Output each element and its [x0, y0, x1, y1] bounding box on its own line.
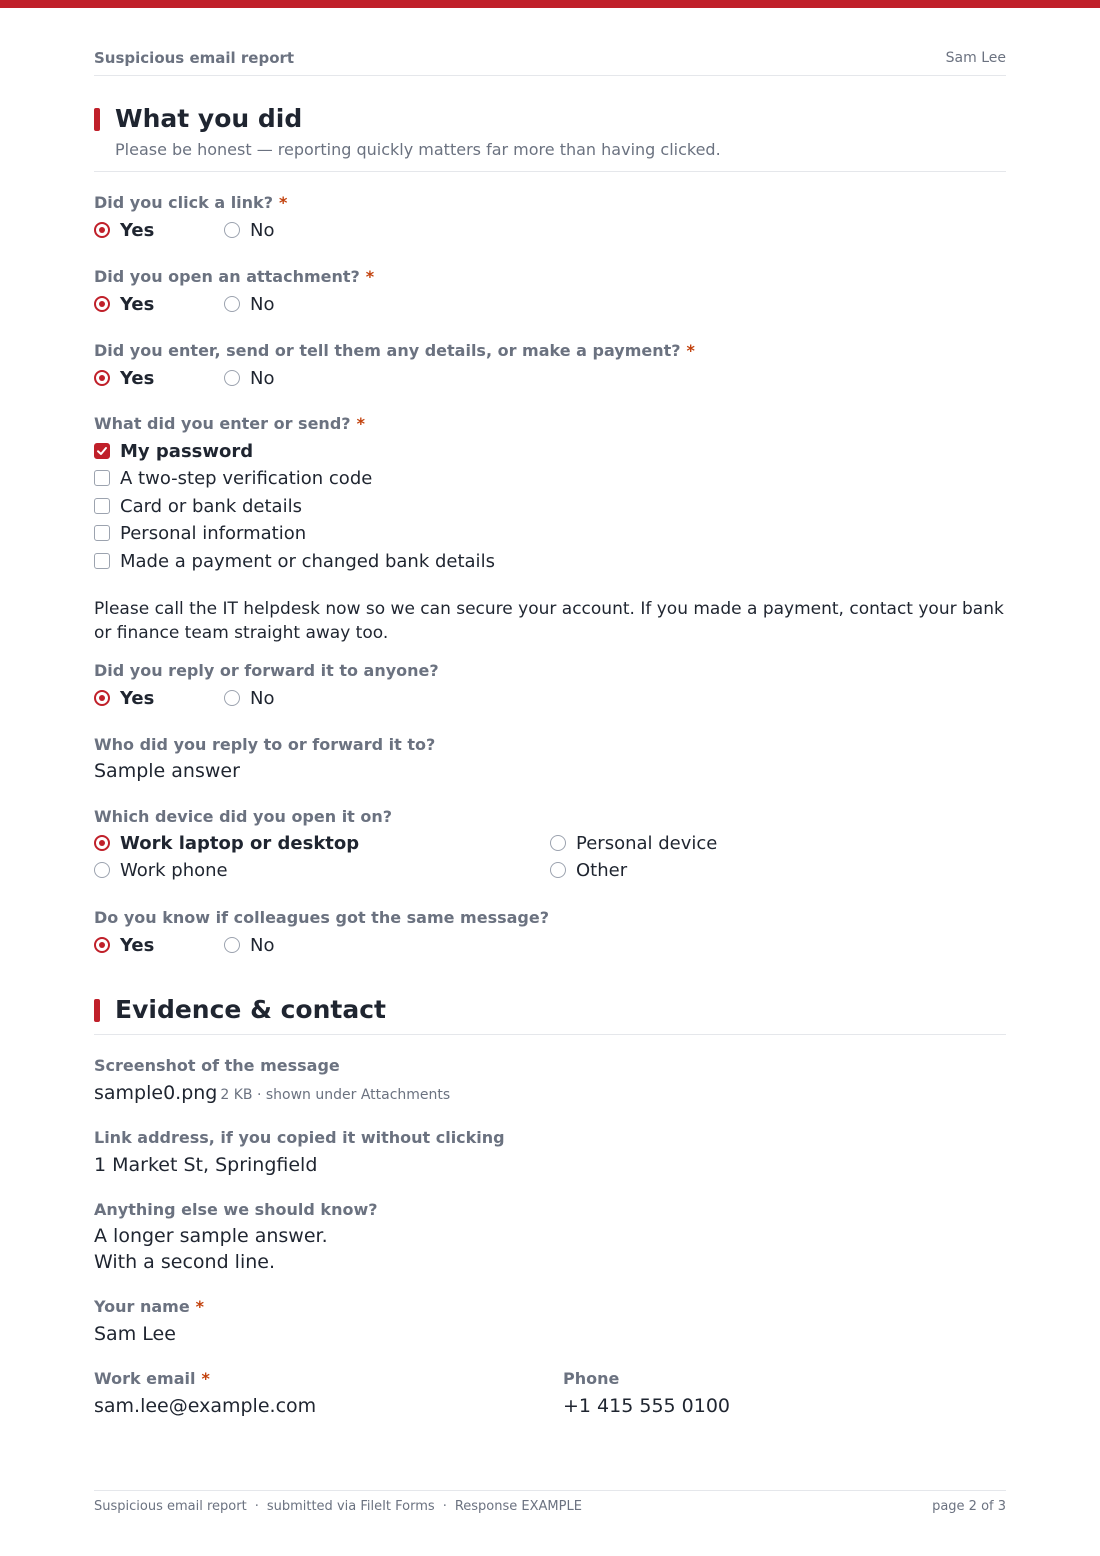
radio-option-work-laptop[interactable]: Work laptop or desktop: [94, 831, 359, 855]
required-marker: *: [278, 193, 288, 212]
radio-option-no[interactable]: No: [224, 292, 274, 316]
radio-option-personal-device[interactable]: Personal device: [550, 831, 717, 855]
page-header: [94, 48, 1006, 76]
answer-anything-else-line-1: A longer sample answer.: [94, 1225, 328, 1247]
required-marker: *: [195, 1297, 205, 1316]
form-title: Suspicious email report: [94, 49, 295, 67]
radio-selected-icon: [94, 370, 110, 386]
question-label-your-name: Your name *: [94, 1297, 205, 1316]
question-label-phone: Phone: [563, 1369, 620, 1388]
radio-empty-icon: [224, 937, 240, 953]
answer-work-email: sam.lee@example.com: [94, 1395, 317, 1417]
question-label-link-address: Link address, if you copied it without clicking: [94, 1128, 505, 1147]
radio-option-yes[interactable]: Yes: [94, 218, 154, 242]
radio-option-yes[interactable]: Yes: [94, 686, 154, 710]
radio-selected-icon: [94, 296, 110, 312]
radio-option-yes[interactable]: Yes: [94, 933, 154, 957]
required-marker: *: [365, 267, 375, 286]
radio-option-no[interactable]: No: [224, 218, 274, 242]
checkbox-empty-icon: [94, 553, 110, 569]
radio-selected-icon: [94, 937, 110, 953]
checkbox-option-personal-info[interactable]: Personal information: [94, 521, 306, 545]
answer-phone: +1 415 555 0100: [563, 1395, 731, 1417]
required-marker: *: [356, 414, 365, 433]
question-label-colleagues: Do you know if colleagues got the same message?: [94, 908, 549, 927]
section-accent-bar: [94, 999, 100, 1022]
radio-option-yes[interactable]: Yes: [94, 366, 154, 390]
section-header-evidence-contact: [94, 995, 1006, 1035]
radio-empty-icon: [94, 862, 110, 878]
section-title: What you did: [115, 104, 303, 133]
checkbox-option-password[interactable]: My password: [94, 439, 253, 463]
checkbox-empty-icon: [94, 498, 110, 514]
attachment-file[interactable]: [94, 1082, 450, 1104]
question-label-screenshot: Screenshot of the message: [94, 1056, 340, 1075]
radio-option-yes[interactable]: Yes: [94, 292, 154, 316]
checkbox-option-card-details[interactable]: Card or bank details: [94, 494, 302, 518]
radio-empty-icon: [224, 296, 240, 312]
required-marker: *: [686, 341, 695, 360]
question-label-what-entered: What did you enter or send? *: [94, 414, 365, 433]
attachment-file-meta: 2 KB · shown under Attachments: [220, 1087, 451, 1103]
footer-info: Suspicious email report · submitted via FileIt Forms · Response EXAMPLE: [94, 1499, 582, 1514]
radio-empty-icon: [224, 370, 240, 386]
checkbox-empty-icon: [94, 525, 110, 541]
question-label-replied-forwarded: Did you reply or forward it to anyone?: [94, 661, 439, 680]
radio-option-other[interactable]: Other: [550, 858, 627, 882]
section-header-what-you-did: [94, 104, 1006, 172]
radio-selected-icon: [94, 690, 110, 706]
answer-anything-else-line-2: With a second line.: [94, 1251, 275, 1273]
radio-selected-icon: [94, 835, 110, 851]
checkbox-option-2fa-code[interactable]: A two-step verification code: [94, 466, 372, 490]
question-label-entered-details: Did you enter, send or tell them any details, or make a payment? *: [94, 341, 695, 360]
helpdesk-notice: Please call the IT helpdesk now so we can secure your account. If you made a payment, contact your bank or finance team straight away too.: [94, 599, 1004, 643]
radio-selected-icon: [94, 222, 110, 238]
radio-empty-icon: [224, 222, 240, 238]
question-label-opened-attachment: Did you open an attachment? *: [94, 267, 375, 286]
checkbox-checked-icon: [94, 443, 110, 459]
answer-link-address: 1 Market St, Springfield: [94, 1154, 318, 1176]
radio-option-no[interactable]: No: [224, 686, 274, 710]
checkbox-empty-icon: [94, 470, 110, 486]
checkbox-option-payment[interactable]: Made a payment or changed bank details: [94, 549, 495, 573]
section-subtitle: Please be honest — reporting quickly matters far more than having clicked.: [115, 140, 721, 159]
question-label-reply-to-whom: Who did you reply to or forward it to?: [94, 735, 436, 754]
radio-option-no[interactable]: No: [224, 933, 274, 957]
question-label-anything-else: Anything else we should know?: [94, 1200, 378, 1219]
radio-empty-icon: [550, 835, 566, 851]
radio-option-work-phone[interactable]: Work phone: [94, 858, 228, 882]
question-label-device: Which device did you open it on?: [94, 807, 393, 826]
answer-reply-to-whom: Sample answer: [94, 760, 240, 782]
top-accent-bar: [0, 0, 1100, 8]
radio-option-no[interactable]: No: [224, 366, 274, 390]
radio-empty-icon: [224, 690, 240, 706]
page-number: page 2 of 3: [932, 1499, 1006, 1514]
user-name: Sam Lee: [945, 50, 1006, 66]
answer-your-name: Sam Lee: [94, 1323, 176, 1345]
question-label-clicked-link: Did you click a link? *: [94, 193, 288, 212]
attachment-file-name: sample0.png: [94, 1082, 218, 1104]
page-footer: [94, 1490, 1006, 1514]
question-label-work-email: Work email *: [94, 1369, 210, 1388]
section-title: Evidence & contact: [115, 995, 386, 1024]
required-marker: *: [201, 1369, 210, 1388]
section-accent-bar: [94, 108, 100, 131]
radio-empty-icon: [550, 862, 566, 878]
